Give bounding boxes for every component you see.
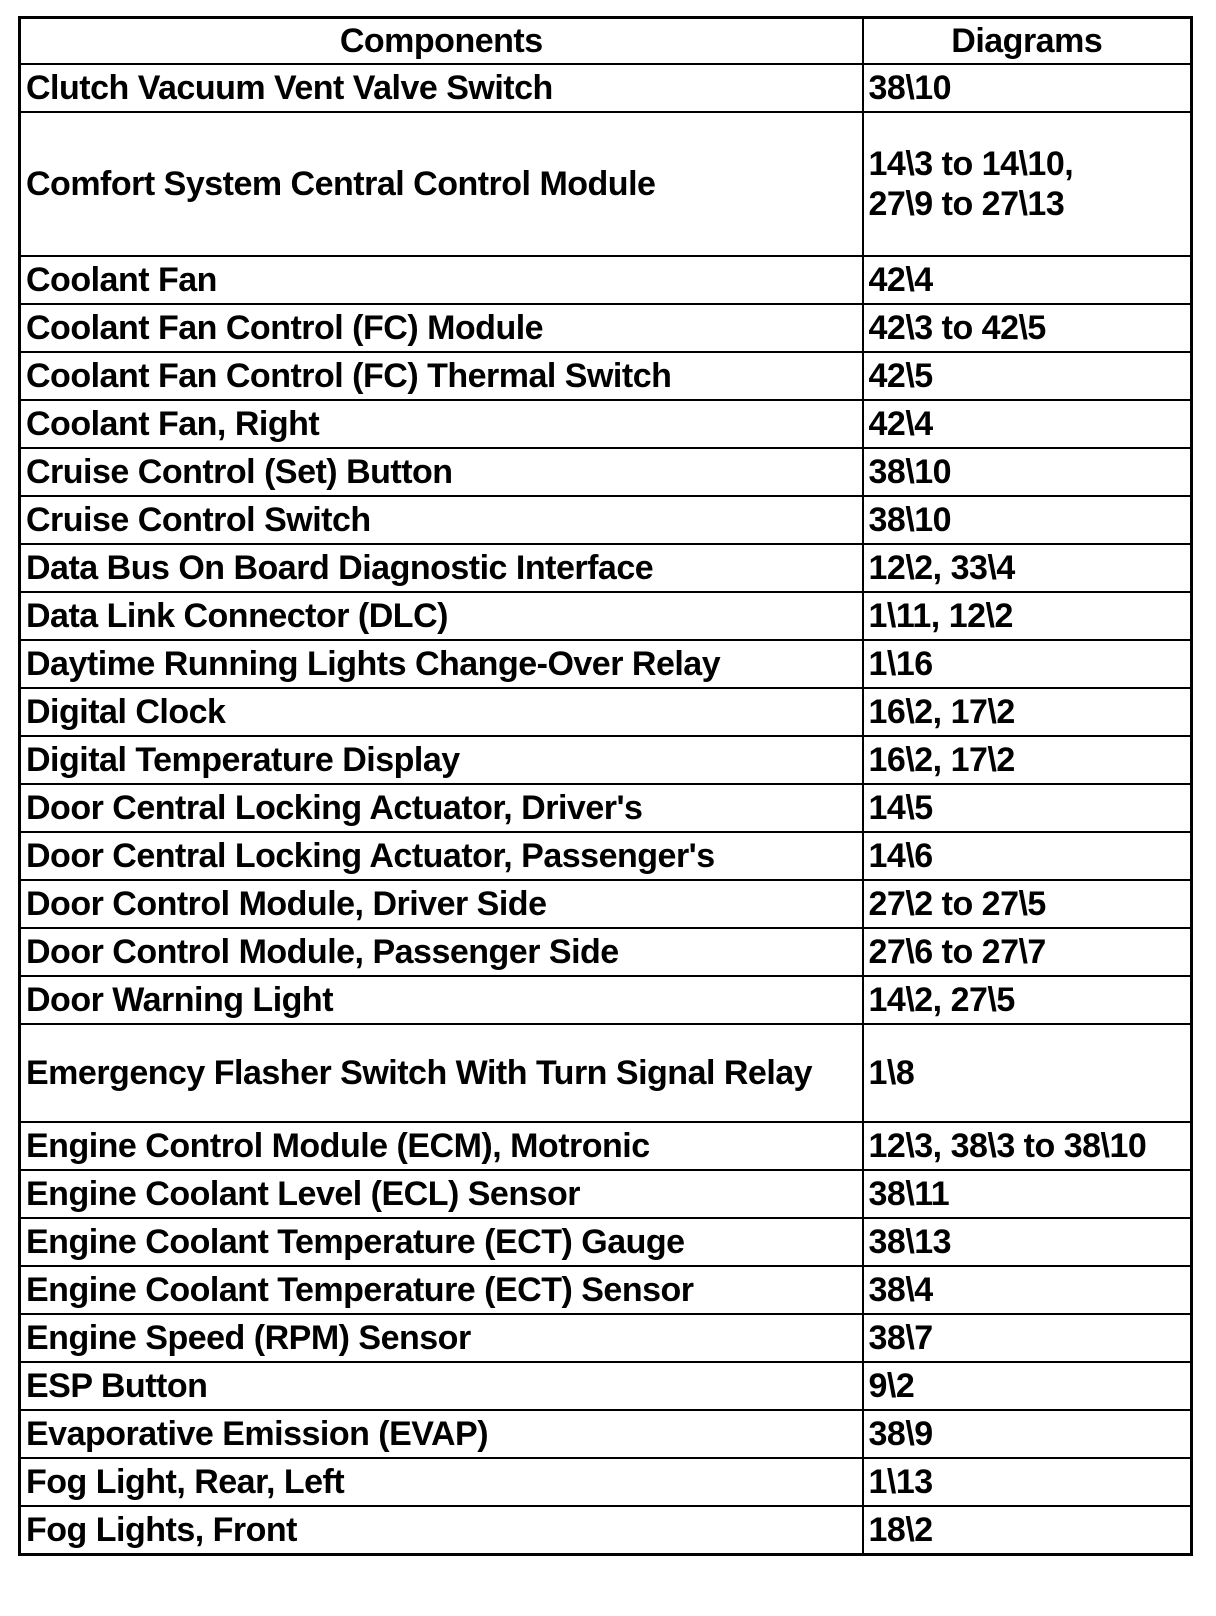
component-cell: Door Central Locking Actuator, Driver's [20,784,863,832]
components-table-container [18,16,1190,1556]
diagrams-cell: 16\2, 17\2 [863,688,1192,736]
diagrams-cell: 14\6 [863,832,1192,880]
component-cell: Engine Coolant Level (ECL) Sensor [20,1170,863,1218]
component-cell: Door Warning Light [20,976,863,1024]
table-row [20,640,1192,688]
table-row [20,928,1192,976]
table-row [20,112,1192,256]
component-cell: Digital Clock [20,688,863,736]
table-row [20,352,1192,400]
table-row [20,1266,1192,1314]
component-cell: Evaporative Emission (EVAP) [20,1410,863,1458]
component-cell: Coolant Fan, Right [20,400,863,448]
diagrams-cell: 42\3 to 42\5 [863,304,1192,352]
diagrams-cell: 1\16 [863,640,1192,688]
table-row [20,688,1192,736]
component-cell: Door Control Module, Passenger Side [20,928,863,976]
diagrams-cell: 38\7 [863,1314,1192,1362]
diagrams-cell: 14\5 [863,784,1192,832]
diagrams-cell: 1\13 [863,1458,1192,1506]
component-cell: Clutch Vacuum Vent Valve Switch [20,64,863,112]
diagrams-cell: 1\11, 12\2 [863,592,1192,640]
diagrams-cell: 42\4 [863,256,1192,304]
diagrams-cell: 38\10 [863,64,1192,112]
header-row [20,18,1192,65]
table-row [20,1218,1192,1266]
component-cell: Engine Coolant Temperature (ECT) Sensor [20,1266,863,1314]
table-row [20,1024,1192,1122]
table-row [20,1458,1192,1506]
component-cell: Coolant Fan [20,256,863,304]
component-cell: Data Link Connector (DLC) [20,592,863,640]
component-cell: Daytime Running Lights Change-Over Relay [20,640,863,688]
diagrams-cell: 42\4 [863,400,1192,448]
table-row [20,976,1192,1024]
diagrams-cell: 38\11 [863,1170,1192,1218]
diagrams-cell: 38\13 [863,1218,1192,1266]
component-cell: Coolant Fan Control (FC) Module [20,304,863,352]
diagrams-cell: 12\3, 38\3 to 38\10 [863,1122,1192,1170]
table-row [20,1122,1192,1170]
component-cell: Data Bus On Board Diagnostic Interface [20,544,863,592]
diagrams-cell: 14\3 to 14\10, 27\9 to 27\13 [863,112,1192,256]
component-cell: Coolant Fan Control (FC) Thermal Switch [20,352,863,400]
diagrams-cell: 38\9 [863,1410,1192,1458]
diagrams-cell: 16\2, 17\2 [863,736,1192,784]
diagrams-cell: 1\8 [863,1024,1192,1122]
diagrams-cell: 27\2 to 27\5 [863,880,1192,928]
component-cell: Digital Temperature Display [20,736,863,784]
components-table [18,16,1193,1556]
component-cell: Engine Control Module (ECM), Motronic [20,1122,863,1170]
table-row [20,1410,1192,1458]
table-row [20,1362,1192,1410]
diagrams-cell: 27\6 to 27\7 [863,928,1192,976]
table-row [20,1170,1192,1218]
table-row [20,496,1192,544]
table-row [20,304,1192,352]
component-cell: Door Central Locking Actuator, Passenger's [20,832,863,880]
diagrams-cell: 18\2 [863,1506,1192,1555]
table-row [20,592,1192,640]
table-row [20,256,1192,304]
table-row [20,64,1192,112]
component-cell: Cruise Control Switch [20,496,863,544]
table-row [20,544,1192,592]
component-cell: Engine Coolant Temperature (ECT) Gauge [20,1218,863,1266]
diagrams-cell: 42\5 [863,352,1192,400]
component-cell: Fog Lights, Front [20,1506,863,1555]
diagrams-cell: 12\2, 33\4 [863,544,1192,592]
component-cell: Comfort System Central Control Module [20,112,863,256]
table-row [20,1506,1192,1555]
diagrams-column-header: Diagrams [863,18,1192,65]
component-cell: Engine Speed (RPM) Sensor [20,1314,863,1362]
table-row [20,832,1192,880]
table-row [20,736,1192,784]
table-row [20,448,1192,496]
component-cell: Cruise Control (Set) Button [20,448,863,496]
diagrams-cell: 38\10 [863,496,1192,544]
table-row [20,1314,1192,1362]
table-row [20,784,1192,832]
diagrams-cell: 9\2 [863,1362,1192,1410]
component-cell: Emergency Flasher Switch With Turn Signal Relay [20,1024,863,1122]
component-cell: Fog Light, Rear, Left [20,1458,863,1506]
diagrams-cell: 38\10 [863,448,1192,496]
component-cell: ESP Button [20,1362,863,1410]
diagrams-cell: 14\2, 27\5 [863,976,1192,1024]
components-column-header: Components [20,18,863,65]
component-cell: Door Control Module, Driver Side [20,880,863,928]
table-row [20,880,1192,928]
table-row [20,400,1192,448]
diagrams-cell: 38\4 [863,1266,1192,1314]
